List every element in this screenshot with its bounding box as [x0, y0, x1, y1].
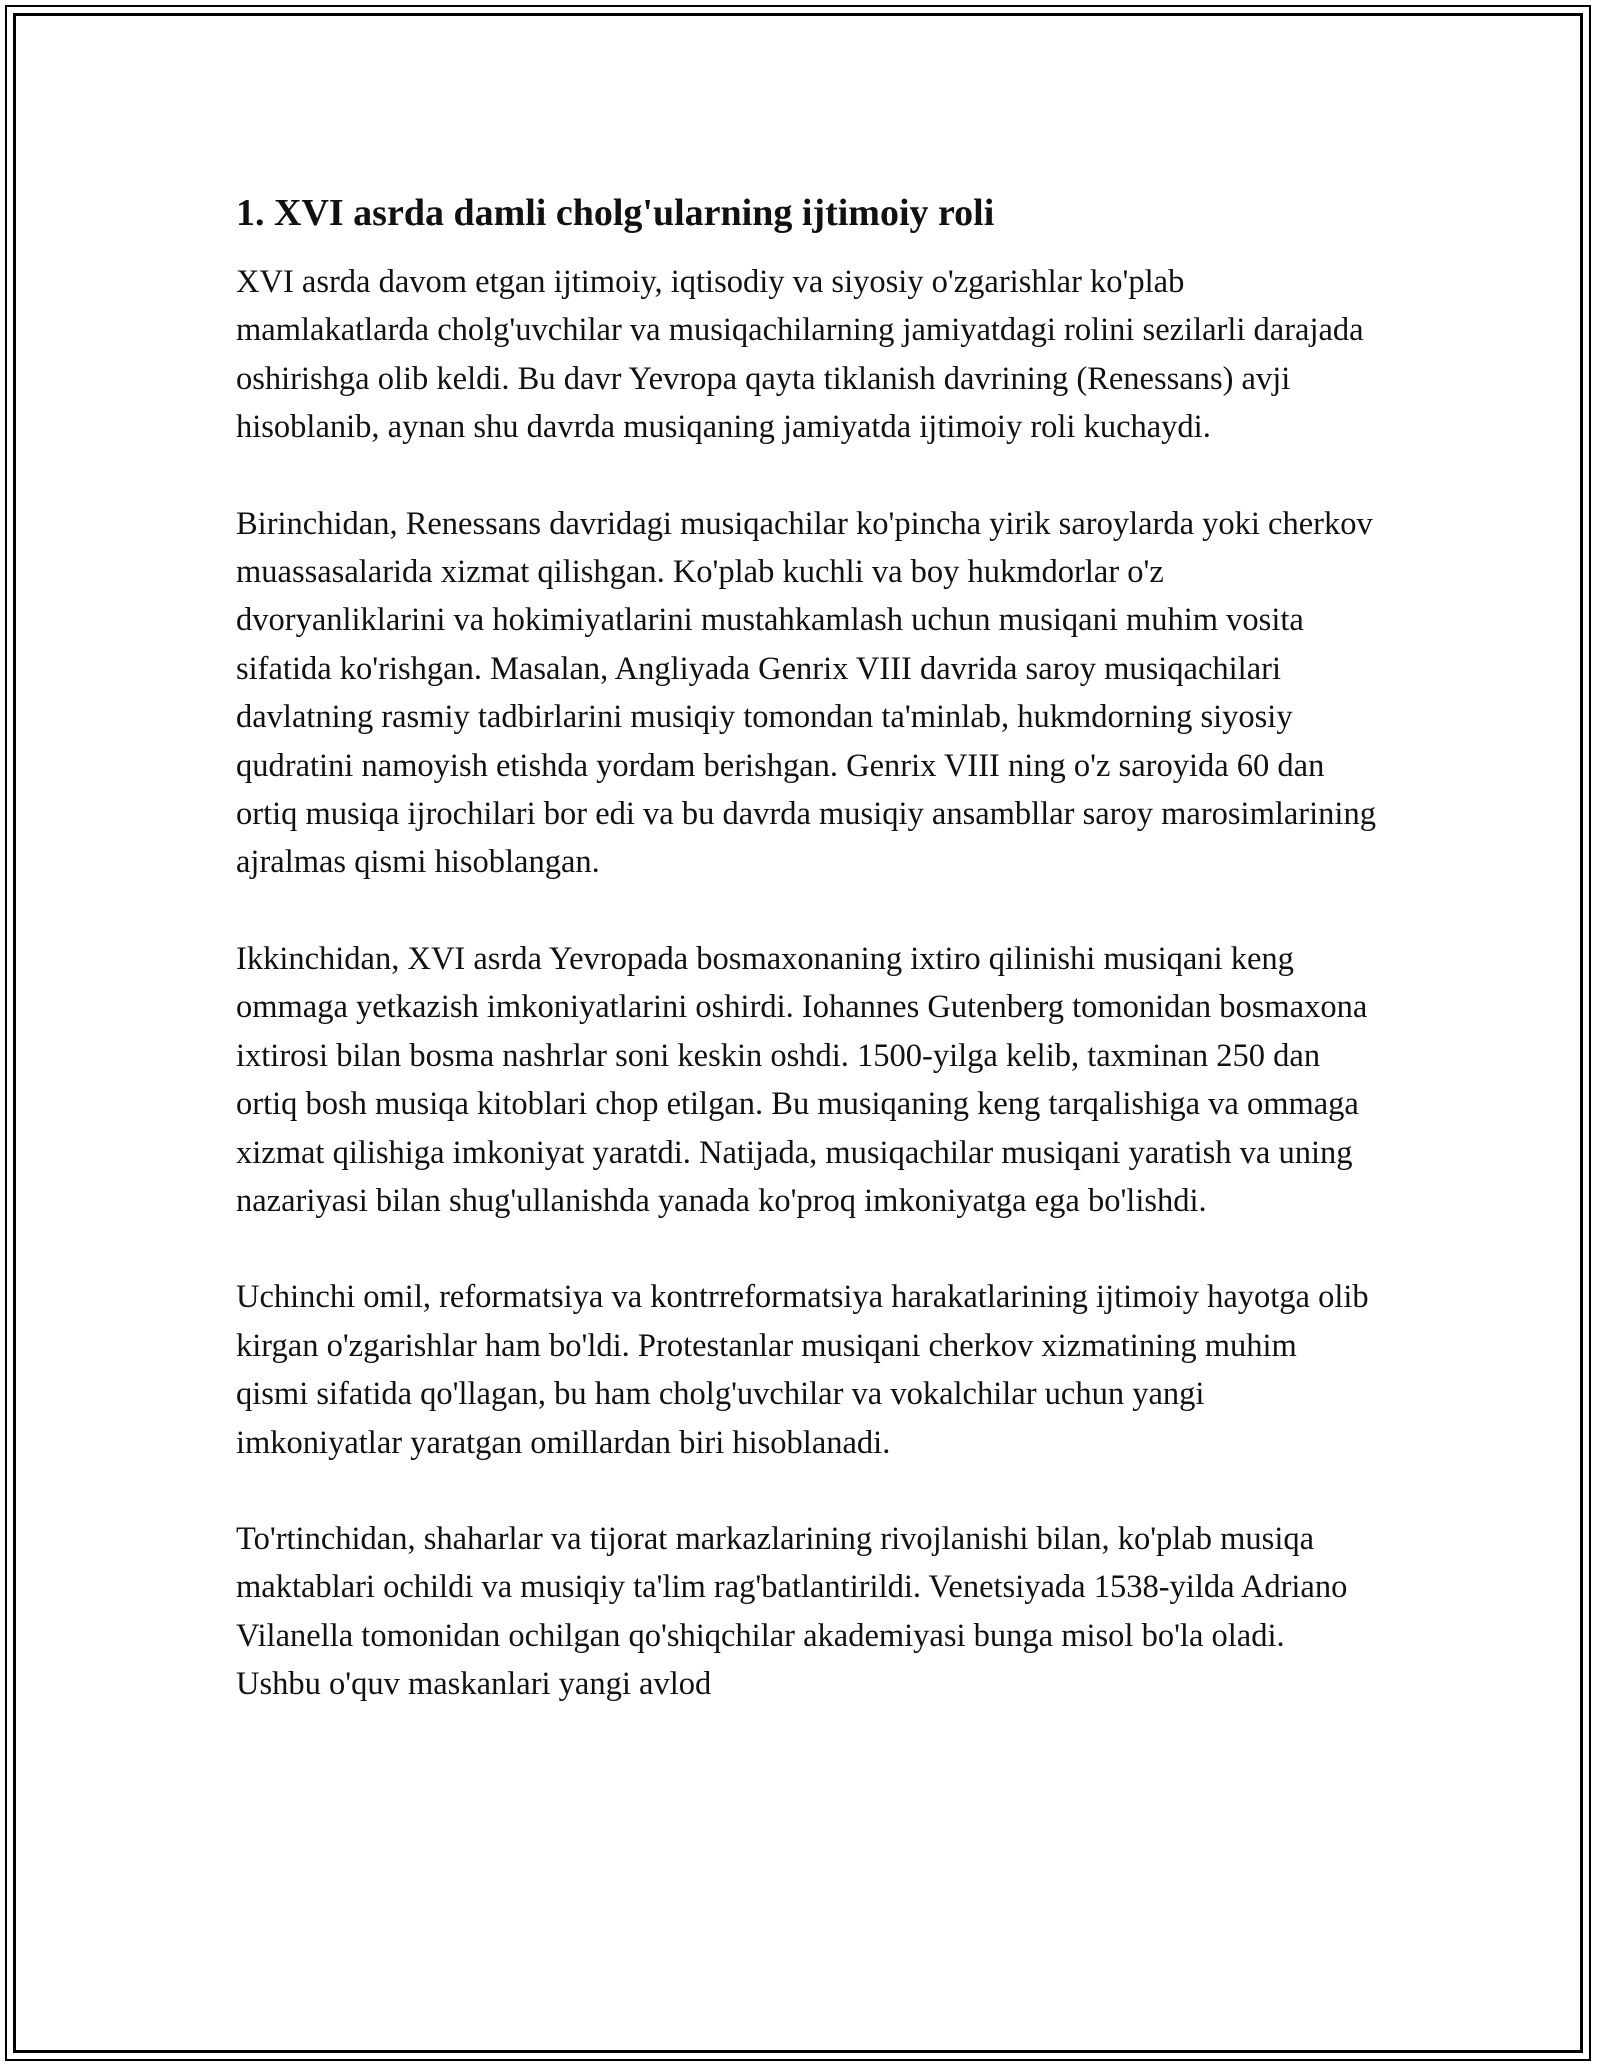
paragraph-intro: XVI asrda davom etgan ijtimoiy, iqtisodiy va siyosiy o'zgarishlar ko'plab mamlakatlarda cholg'uvchilar va musiqachilarning jamiyatdagi rolini sezilarli darajada oshirishga olib keldi. Bu davr Yevropa qayta tiklanish davrining (Renessans) avji hisoblanib, aynan shu davrda musiqaning jamiyatda ijtimoiy roli kuchaydi.: [236, 264, 1364, 446]
paragraph-second-point: Ikkinchidan, XVI asrda Yevropada bosmaxonaning ixtiro qilinishi musiqani keng ommaga yetkazish imkoniyatlarini oshirdi. Iohannes Gutenberg tomonidan bosmaxona ixtirosi bilan bosma nashrlar soni keskin oshdi. 1500-yilga kelib, taxminan 250 dan ortiq bosh musiqa kitoblari chop etilgan. Bu musiqaning keng tarqalishiga va ommaga xizmat qilishiga imkoniyat yaratdi. Natijada, musiqachilar musiqani yaratish va uning nazariyasi bilan shug'ullanishda yanada ko'proq imkoniyatga ega bo'lishdi.: [236, 940, 1368, 1219]
section-heading: 1. XVI asrda damli cholg'ularning ijtimoiy roli: [236, 192, 995, 234]
paragraph-first-point: Birinchidan, Renessans davridagi musiqachilar ko'pincha yirik saroylarda yoki cherkov muassasalarida xizmat qilishgan. Ko'plab kuchli va boy hukmdorlar o'z dvoryanliklarini va hokimiyatlarini mustahkamlash uchun musiqani muhim vosita sifatida ko'rishgan. Masalan, Angliyada Genrix VIII davrida saroy musiqachilari davlatning rasmiy tadbirlarini musiqiy tomondan ta'minlab, hukmdorning siyosiy qudratini namoyish etishda yordam berishgan. Genrix VIII ning o'z saroyida 60 dan ortiq musiqa ijrochilari bor edi va bu davrda musiqiy ansambllar saroy marosimlarining ajralmas qismi hisoblangan.: [236, 505, 1376, 881]
paragraph-fourth-point: To'rtinchidan, shaharlar va tijorat markazlarining rivojlanishi bilan, ko'plab musiqa maktablari ochildi va musiqiy ta'lim rag'batlantirildi. Venetsiyada 1538-yilda Adriano Vilanella tomonidan ochilgan qo'shiqchilar akademiyasi bunga misol bo'la oladi. Ushbu o'quv maskanlari yangi avlod: [236, 1520, 1348, 1703]
document-body: [236, 186, 1376, 1757]
paragraph-third-point: Uchinchi omil, reformatsiya va kontrreformatsiya harakatlarining ijtimoiy hayotga olib kirgan o'zgarishlar ham bo'ldi. Protestanlar musiqani cherkov xizmatining muhim qismi sifatida qo'llagan, bu ham cholg'uvchilar va vokalchilar uchun yangi imkoniyatlar yaratgan omillardan biri hisoblanadi.: [236, 1279, 1369, 1461]
